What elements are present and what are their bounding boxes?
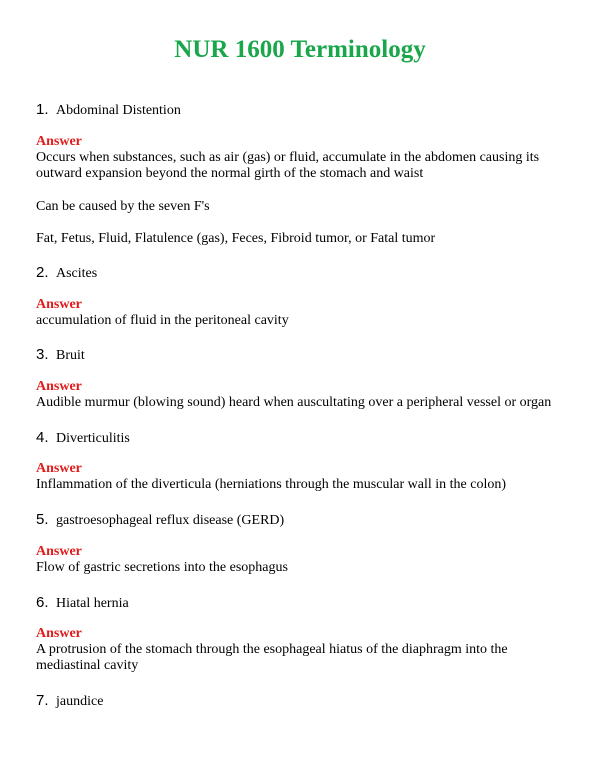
answer-text: Audible murmur (blowing sound) heard when auscultating over a peripheral vessel or organ	[36, 395, 552, 410]
answer-label: Answer	[36, 461, 82, 476]
question-number: 3.	[36, 346, 49, 363]
question-term: Ascites	[56, 266, 98, 281]
answer-extra-text: Fat, Fetus, Fluid, Flatulence (gas), Feces, Fibroid tumor, or Fatal tumor	[36, 231, 436, 246]
answer-text: Inflammation of the diverticula (herniations through the muscular wall in the colon)	[36, 477, 507, 492]
answer-label: Answer	[36, 544, 82, 559]
answer-text: Occurs when substances, such as air (gas) or fluid, accumulate in the abdomen causing its outward expansion beyond the normal girth of the stomach and waist	[36, 150, 540, 181]
question-term: gastroesophageal reflux disease (GERD)	[56, 513, 285, 528]
question-number: 6.	[36, 594, 49, 611]
question-term: Diverticulitis	[56, 431, 130, 446]
answer-label: Answer	[36, 379, 82, 394]
question-7	[36, 692, 103, 711]
question-3	[36, 346, 85, 365]
question-2	[36, 264, 97, 283]
answer-label: Answer	[36, 297, 82, 312]
answer-label: Answer	[36, 134, 82, 149]
question-number: 7.	[36, 692, 49, 709]
answer-text: Flow of gastric secretions into the esophagus	[36, 560, 288, 575]
question-6	[36, 594, 129, 613]
answer-text: A protrusion of the stomach through the esophageal hiatus of the diaphragm into the mediastinal cavity	[36, 642, 508, 673]
answer-label: Answer	[36, 626, 82, 641]
question-5	[36, 511, 284, 530]
question-number: 2.	[36, 264, 49, 281]
answer-text: accumulation of fluid in the peritoneal cavity	[36, 313, 289, 328]
answer-extra-text: Can be caused by the seven F's	[36, 199, 210, 214]
question-number: 1.	[36, 101, 49, 118]
question-1	[36, 101, 181, 120]
question-4	[36, 429, 130, 448]
question-term: jaundice	[56, 694, 104, 709]
question-number: 4.	[36, 429, 49, 446]
question-number: 5.	[36, 511, 49, 528]
question-term: Bruit	[56, 348, 85, 363]
page-title: NUR 1600 Terminology	[174, 36, 426, 63]
question-term: Abdominal Distention	[56, 103, 181, 118]
question-term: Hiatal hernia	[56, 596, 129, 611]
